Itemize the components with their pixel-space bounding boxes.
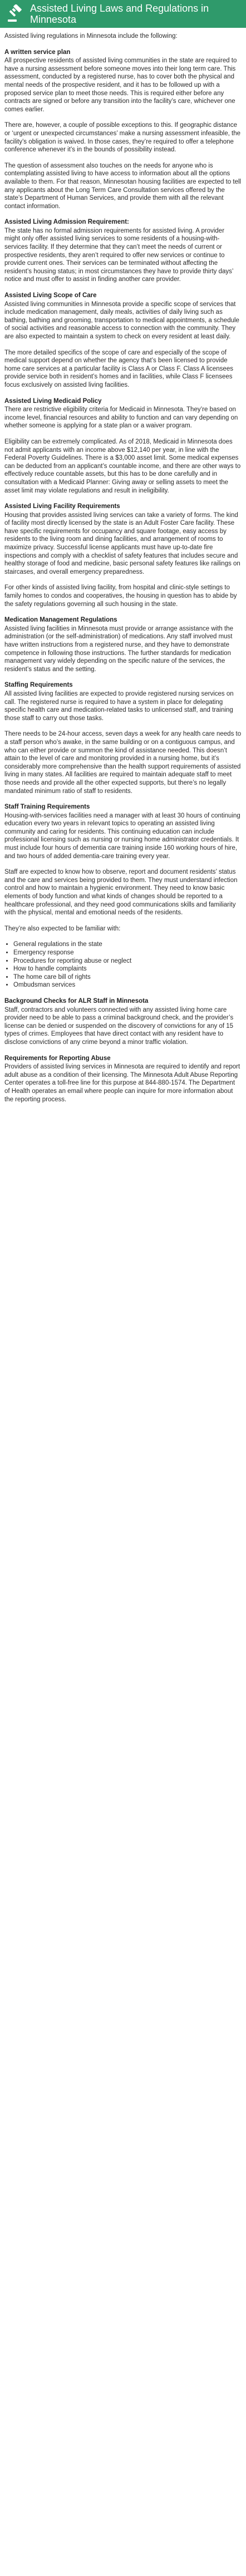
gavel-icon [6, 4, 26, 24]
page-title: Assisted Living Laws and Regulations in Minnesota [30, 3, 209, 25]
list-item: • The home care bill of rights [13, 973, 242, 982]
section-paragraph: There needs to be 24-hour access, seven days a week for any health care needs to a staff person who’s awake, in the same building or on a contiguous campus, and who can either provide or summon the kind of assistance needed. This doesn’t attain to the level of care and monitoring provided in a nursing home, but it’s considerably more comprehensive than the health support requirements of assisted living in many states. All facilities are required to maintain adequate staff to meet those needs and provide all the other expected supports, but there’s no legally mandated minimum ratio of staff to residents. [4, 731, 242, 795]
bullet-list [4, 940, 242, 989]
section-heading: Background Checks for ALR Staff in Minnesota [4, 997, 149, 1004]
list-item: • How to handle complaints [13, 965, 242, 973]
list-item: • Procedures for reporting abuse or neglect [13, 957, 242, 966]
section-paragraph: There are restrictive eligibility criteria for Medicaid in Minnesota. They’re based on income level, financial resources and ability to function and can vary depending on whether someone is applying for a state plan or a waiver program. [4, 406, 238, 430]
intro-text: Assisted living regulations in Minnesota include the following: [4, 33, 178, 40]
section-paragraph: There are, however, a couple of possible exceptions to this. If geographic distance or ‘urgent or unexpected circumstances’ make a nursing assessment infeasible, the facility’s obligation is waived. In those cases, they’re required to offer a telephone conference whenever it’s in the bounds of possibility instead. [4, 122, 241, 154]
section-paragraph: The state has no formal admission requirements for assisted living. A provider might only offer assisted living services to some residents of a housing-with-services facility. If they determine that they can’t meet the needs of current or prospective residents, they aren’t required to offer new services or continue to provide current ones. Their services can be terminated without affecting the resident’s housing status; in most circumstances they have to provide thirty days’ notice and must offer to assist in finding another care provider. [4, 227, 234, 283]
list-item: • Ombudsman services [13, 981, 242, 989]
section-heading: Staff Training Requirements [4, 804, 90, 811]
section-heading: Assisted Living Scope of Care [4, 292, 97, 299]
section-heading: Assisted Living Medicaid Policy [4, 397, 102, 405]
section-paragraph: Housing-with-services facilities need a manager with at least 30 hours of continuing education every two years in relevant topics to operating an assisted living community and caring for residents. This continuing education can include professional licensing such as nursing or nursing home administrator credentials. It must include four hours of dementia care training inside 160 working hours of hire, and two hours of added dementia-care training every year. [4, 812, 240, 860]
section-paragraph: The more detailed specifics of the scope of care and especially of the scope of medical support depend on whether the agency that’s been licensed to provide home care services at a particular facility is Class A or Class F. Class A licensees provide service both in resident’s homes and in facilities, while Class F licensees focus exclusively on assisted living facilities. [4, 349, 233, 388]
section-paragraph: Assisted living facilities in Minnesota must provide or arrange assistance with the administration (or the self-administration) of medications. Any staff involved must have written instructions from a registered nurse, and they have to demonstrate competence in following those instructions. The further standards for medication management vary widely depending on the specific nature of the services, the resident’s status and the setting. [4, 625, 233, 673]
section-heading: Medication Management Regulations [4, 617, 117, 624]
section-paragraph: Eligibility can be extremely complicated. As of 2018, Medicaid in Minnesota does not admit applicants with an income above $12,140 per year, in line with the Federal Poverty Guidelines. There is a $3,000 asset limit. Some medical expenses can be deducted from an applicant’s countable income, and there are other ways to effectively reduce countable assets, but this has to be done carefully and in consultation with a Medicaid Planner: Giving away or selling assets to meet the asset limit may violate regulations and result in ineligibility. [4, 438, 241, 494]
list-item: • Emergency response [13, 949, 242, 957]
section-paragraph: Staff are expected to know how to observe, report and document residents’ status and the care and services being provided to them. They must understand infection control and how to maintain a hygienic environment. They need to know basic elements of body function and what kinds of changes should be reported to a healthcare professional, and they need good communications skills and familiarity with the physical, mental and emotional needs of the residents. [4, 869, 238, 917]
article-body [0, 28, 246, 1104]
section-paragraph: Staff, contractors and volunteers connected with any assisted living home care provider need to be able to pass a criminal background check, and the provider’s license can be denied or suspended on the discovery of convictions for any of 15 types of crimes. Employees that have direct contact with any resident have to disclose convictions of any crime beyond a minor traffic violation. [4, 1006, 234, 1046]
section-heading: Assisted Living Admission Requirement: [4, 219, 129, 226]
section-paragraph: They’re also expected to be familiar with: [4, 925, 121, 932]
section-paragraph: Assisted living communities in Minnesota provide a specific scope of services that include medication management, daily meals, activities of daily living such as bathing, bathing and grooming, transportation to medical appointments, a schedule of social activities and reasonable access to connection with the community. They are also expected to maintain a system to check on every resident at least daily. [4, 301, 239, 340]
section-paragraph: For other kinds of assisted living facility, from hospital and clinic-style settings to family homes to condos and cooperatives, the housing in question has to abide by the safety regulations governing all such housing in the state. [4, 584, 237, 608]
section-heading: Staffing Requirements [4, 682, 73, 689]
section-paragraph: All prospective residents of assisted living communities in the state are required to have a nursing assessment before someone moves into their long term care. This assessment, conducted by a registered nurse, has to cover both the physical and mental needs of the prospective resident, and it has to be followed up with a proposed service plan to meet those needs. This is required either before any contracts are signed or before any transition into the facility’s care, whichever one comes earlier. [4, 57, 237, 113]
section-heading: Requirements for Reporting Abuse [4, 1055, 111, 1062]
section-paragraph: Providers of assisted living services in Minnesota are required to identify and report adult abuse as a condition of their licensing. The Minnesota Adult Abuse Reporting Center operates a toll-free line for this purpose at 844-880-1574. The Department of Health operates an email where people can inquire for more information about the reporting process. [4, 1063, 240, 1103]
section-paragraph: Housing that provides assisted living services can take a variety of forms. The kind of facility most directly licensed by the state is an Adult Foster Care facility. These have specific requirements for occupancy and square footage, easy access by residents to the living room and dining facilities, and arrangement of rooms to maximize privacy. Successful license applicants must have up-to-date fire inspections and comply with a checklist of safety features that includes secure and healthy storage of food and medicine, basic personal safety features like railings on staircases, and overall emergency preparedness. [4, 511, 240, 575]
section-paragraph: All assisted living facilities are expected to provide registered nursing services on call. The registered nurse is required to have a system in place for delegating specific health care and medication-related tasks to unlicensed staff, and training those staff to carry out those tasks. [4, 690, 234, 722]
section-paragraph: The question of assessment also touches on the needs for anyone who is contemplating assisted living to have access to information about all the options available to them. For that reason, Minnesotan housing facilities are expected to tell any applicants about the Long Term Care Consultation services offered by the state’s Department of Human Services, and provide them with all the relevant contact information. [4, 162, 242, 210]
section-heading: A written service plan [4, 48, 71, 56]
list-item: • General regulations in the state [13, 940, 242, 949]
section-heading: Assisted Living Facility Requirements [4, 503, 120, 510]
page-header [0, 0, 246, 28]
